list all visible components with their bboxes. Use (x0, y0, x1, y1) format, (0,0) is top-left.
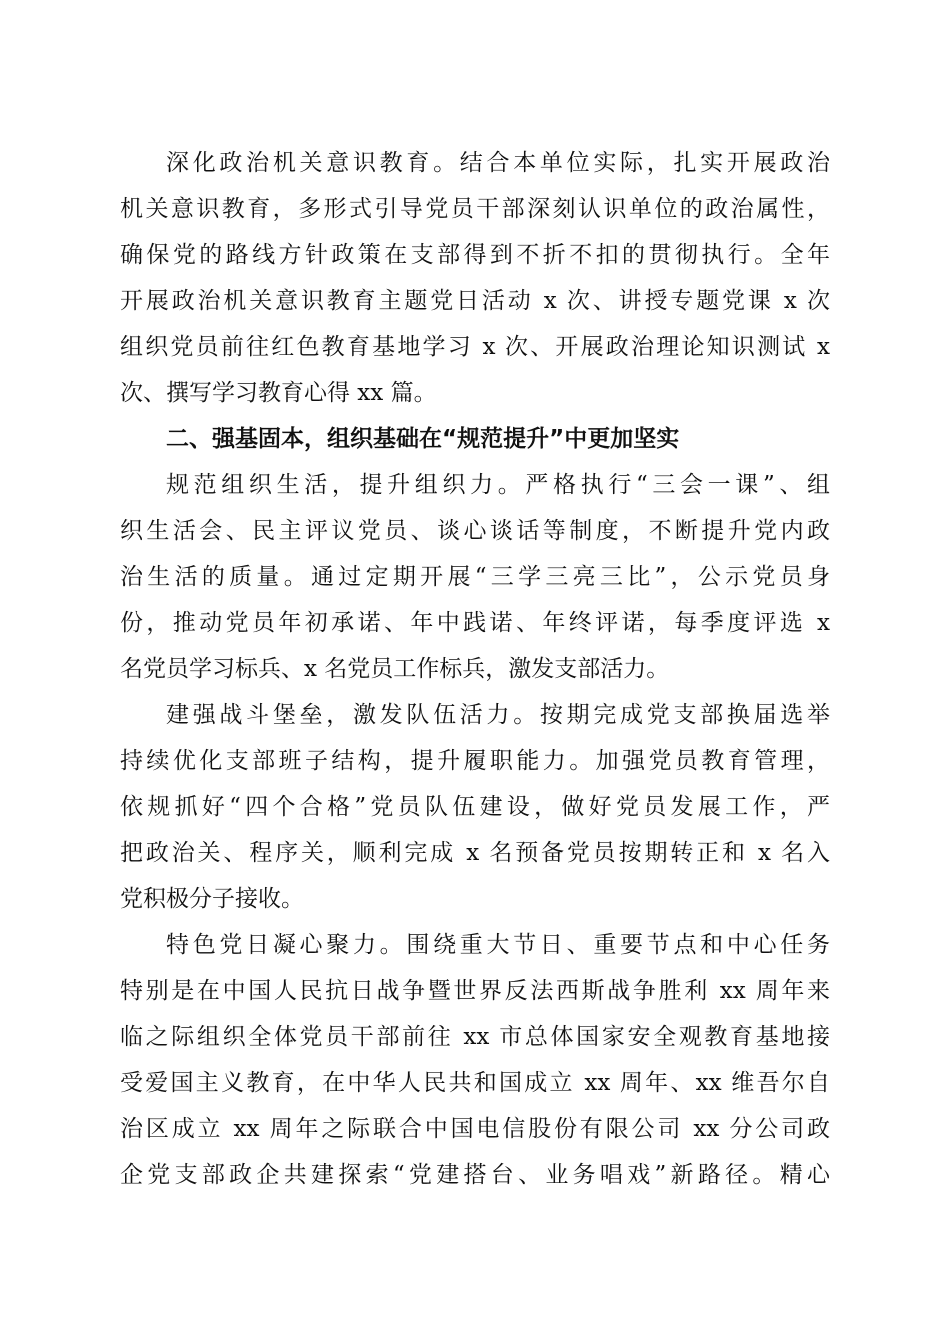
paragraph-1-line-3: 确保党的路线方针政策在支部得到不折不扣的贯彻执行。全年 (120, 242, 830, 268)
paragraph-2-line-5: 名党员学习标兵、x 名党员工作标兵，激发支部活力。 (120, 656, 670, 682)
paragraph-2-line-3: 治生活的质量。通过定期开展“三学三亮三比”，公示党员身 (120, 564, 830, 590)
paragraph-3-line-1: 建强战斗堡垒，激发队伍活力。按期完成党支部换届选举 (166, 702, 830, 728)
paragraph-1-line-1: 深化政治机关意识教育。结合本单位实际，扎实开展政治 (166, 150, 830, 176)
paragraph-3-line-4: 把政治关、程序关，顺利完成 x 名预备党员按期转正和 x 名入 (120, 840, 830, 866)
paragraph-4-line-2: 特别是在中国人民抗日战争暨世界反法西斯战争胜利 xx 周年来 (120, 978, 830, 1004)
paragraph-2-line-2: 织生活会、民主评议党员、谈心谈话等制度，不断提升党内政 (120, 518, 830, 544)
paragraph-4-line-5: 治区成立 xx 周年之际联合中国电信股份有限公司 xx 分公司政 (120, 1116, 830, 1142)
paragraph-2-line-1: 规范组织生活，提升组织力。严格执行“三会一课”、组 (166, 472, 830, 498)
paragraph-1-line-5: 组织党员前往红色教育基地学习 x 次、开展政治理论知识测试 x (120, 334, 830, 360)
paragraph-3-line-5: 党积极分子接收。 (120, 886, 304, 912)
paragraph-4-line-3: 临之际组织全体党员干部前往 xx 市总体国家安全观教育基地接 (120, 1024, 830, 1050)
section-heading: 二、强基固本，组织基础在“规范提升”中更加坚实 (166, 426, 680, 452)
paragraph-3-line-3: 依规抓好“四个合格”党员队伍建设，做好党员发展工作，严 (120, 794, 830, 820)
paragraph-4-line-4: 受爱国主义教育，在中华人民共和国成立 xx 周年、xx 维吾尔自 (120, 1070, 830, 1096)
paragraph-2-line-4: 份，推动党员年初承诺、年中践诺、年终评诺，每季度评选 x (120, 610, 830, 636)
paragraph-4-line-1: 特色党日凝心聚力。围绕重大节日、重要节点和中心任务 (166, 932, 830, 958)
paragraph-1-line-4: 开展政治机关意识教育主题党日活动 x 次、讲授专题党课 x 次 (120, 288, 830, 314)
paragraph-1-line-6: 次、撰写学习教育心得 xx 篇。 (120, 380, 437, 406)
paragraph-1-line-2: 机关意识教育，多形式引导党员干部深刻认识单位的政治属性， (120, 196, 830, 222)
paragraph-3-line-2: 持续优化支部班子结构，提升履职能力。加强党员教育管理， (120, 748, 830, 774)
paragraph-4-line-6: 企党支部政企共建探索“党建搭台、业务唱戏”新路径。精心 (120, 1162, 830, 1188)
